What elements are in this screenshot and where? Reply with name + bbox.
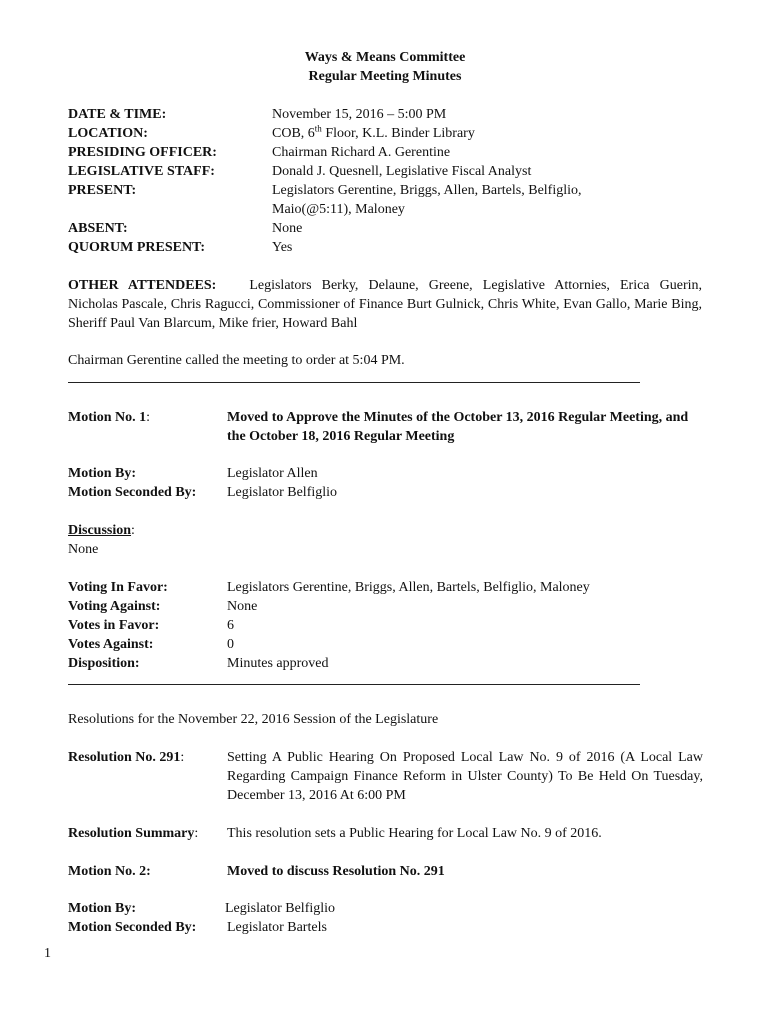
voting-in-favor-label: Voting In Favor: — [68, 580, 168, 595]
motion-by-value: Legislator Belfiglio — [225, 901, 336, 916]
info-label: QUORUM PRESENT: — [68, 240, 206, 255]
info-value: Yes — [272, 240, 293, 255]
info-value-part: COB, 6 — [272, 126, 315, 141]
other-attendees-paragraph — [68, 276, 702, 333]
motion-label-text: Motion No. 1 — [68, 410, 147, 425]
page-number: 1 — [44, 946, 51, 961]
motion-seconded-label: Motion Seconded By: — [68, 485, 197, 500]
document-title: Ways & Means Committee — [304, 50, 466, 65]
disposition-value: Minutes approved — [227, 656, 329, 671]
info-value: Chairman Richard A. Gerentine — [272, 145, 451, 160]
motion-label — [68, 408, 150, 427]
info-value: Legislators Gerentine, Briggs, Allen, Bartels, Belfiglio, Maio(@5:11), Maloney — [272, 183, 582, 217]
motion-by-label: Motion By: — [68, 466, 137, 481]
motion-seconded-value: Legislator Belfiglio — [227, 485, 338, 500]
voting-against-value: None — [227, 599, 258, 614]
resolution-text: Setting A Public Hearing On Proposed Local Law No. 9 of 2016 (A Local Law Regarding Campaign Finance Reform in Ulster County) To Be Held On Tuesday, December 13, 2016 At 6:00 PM — [227, 750, 703, 803]
motion-seconded-label: Motion Seconded By: — [68, 920, 197, 935]
info-value-part: Floor, K.L. Binder Library — [321, 126, 475, 141]
info-label: ABSENT: — [68, 221, 128, 236]
voting-in-favor-value: Legislators Gerentine, Briggs, Allen, Bartels, Belfiglio, Maloney — [227, 580, 590, 595]
info-label: DATE & TIME: — [68, 107, 167, 122]
info-value: November 15, 2016 – 5:00 PM — [272, 107, 447, 122]
motion-text: Moved to discuss Resolution No. 291 — [227, 864, 445, 879]
disposition-label: Disposition: — [68, 656, 140, 671]
resolution-label-text: Resolution No. 291 — [68, 750, 181, 765]
discussion-text: None — [68, 542, 99, 557]
section-divider — [68, 382, 640, 383]
section-divider — [68, 684, 640, 685]
votes-in-favor-value: 6 — [227, 618, 234, 633]
info-value — [272, 124, 712, 143]
resolution-summary-label — [68, 824, 198, 843]
call-to-order: Chairman Gerentine called the meeting to order at 5:04 PM. — [68, 353, 405, 368]
votes-in-favor-label: Votes in Favor: — [68, 618, 160, 633]
info-label: PRESIDING OFFICER: — [68, 145, 217, 160]
info-label: PRESENT: — [68, 183, 137, 198]
discussion-heading — [68, 521, 702, 540]
resolution-label-colon: : — [180, 750, 185, 765]
other-attendees-text: Legislators Berky, Delaune, Greene, Legislative Attornies, Erica Guerin, Nicholas Pascale, Chris Ragucci, Commissioner of Finance Burt Gulnick, Chris White, Evan Gallo, Marie Bing, Sheriff Paul Van Blarcum, Mike frier, Howard Bahl — [68, 278, 702, 331]
discussion-label: Discussion — [68, 523, 132, 538]
info-value: None — [272, 221, 303, 236]
voting-against-label: Voting Against: — [68, 599, 161, 614]
resolution-summary-colon: : — [194, 826, 199, 841]
votes-against-value: 0 — [227, 637, 234, 652]
motion-by-label: Motion By: — [68, 901, 137, 916]
motion-label: Motion No. 2: — [68, 864, 151, 879]
motion-by-value: Legislator Allen — [227, 466, 318, 481]
resolution-summary-text: This resolution sets a Public Hearing for Local Law No. 9 of 2016. — [227, 826, 602, 841]
info-label: LEGISLATIVE STAFF: — [68, 164, 215, 179]
motion-label-colon: : — [146, 410, 151, 425]
resolution-summary-label-text: Resolution Summary — [68, 826, 195, 841]
resolution-label — [68, 748, 184, 767]
votes-against-label: Votes Against: — [68, 637, 154, 652]
resolutions-heading: Resolutions for the November 22, 2016 Session of the Legislature — [68, 712, 439, 727]
ordinal-superscript: th — [314, 123, 322, 134]
info-label: LOCATION: — [68, 126, 148, 141]
info-value: Donald J. Quesnell, Legislative Fiscal Analyst — [272, 164, 532, 179]
discussion-colon: : — [131, 523, 135, 538]
other-attendees-label: OTHER ATTENDEES: — [68, 278, 217, 293]
motion-seconded-value: Legislator Bartels — [227, 920, 327, 935]
motion-text: Moved to Approve the Minutes of the October 13, 2016 Regular Meeting, and the October 18, 2016 Regular Meeting — [227, 410, 689, 444]
document-subtitle: Regular Meeting Minutes — [308, 69, 462, 84]
